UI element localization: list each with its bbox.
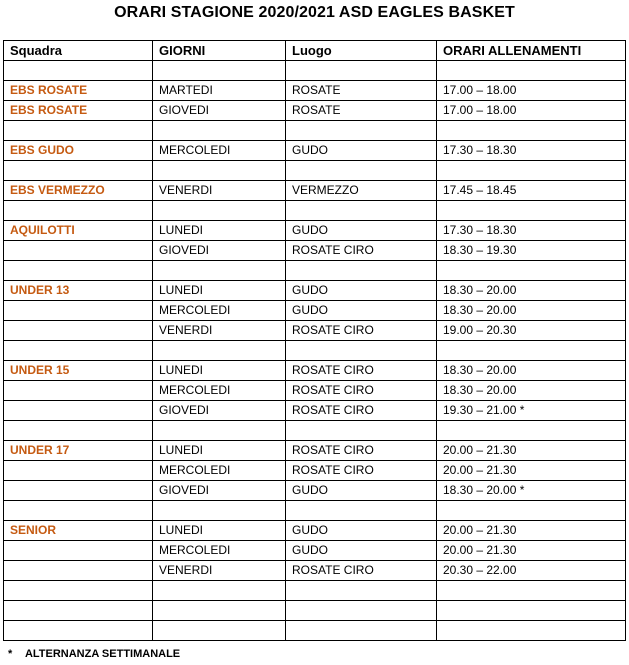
cell-luogo: VERMEZZO <box>286 181 437 201</box>
header-squadra: Squadra <box>4 41 153 61</box>
cell-giorni: MARTEDI <box>153 81 286 101</box>
cell-giorni <box>153 501 286 521</box>
table-row <box>4 621 626 641</box>
cell-orari: 17.30 – 18.30 <box>437 141 626 161</box>
table-row <box>4 141 626 161</box>
cell-giorni: MERCOLEDI <box>153 141 286 161</box>
cell-orari <box>437 581 626 601</box>
cell-squadra <box>4 421 153 441</box>
cell-orari: 20.30 – 22.00 <box>437 561 626 581</box>
cell-luogo <box>286 161 437 181</box>
schedule-table <box>3 40 626 641</box>
cell-luogo: ROSATE <box>286 101 437 121</box>
cell-orari: 18.30 – 20.00 * <box>437 481 626 501</box>
cell-squadra: EBS ROSATE <box>4 101 153 121</box>
cell-giorni <box>153 201 286 221</box>
header-luogo: Luogo <box>286 41 437 61</box>
header-row <box>4 41 626 61</box>
cell-luogo: ROSATE CIRO <box>286 401 437 421</box>
table-row <box>4 341 626 361</box>
cell-squadra <box>4 561 153 581</box>
cell-luogo: GUDO <box>286 221 437 241</box>
cell-luogo <box>286 501 437 521</box>
cell-squadra: EBS VERMEZZO <box>4 181 153 201</box>
cell-luogo: GUDO <box>286 481 437 501</box>
table-row <box>4 281 626 301</box>
table-row <box>4 461 626 481</box>
cell-luogo <box>286 341 437 361</box>
cell-luogo <box>286 581 437 601</box>
cell-giorni: MERCOLEDI <box>153 301 286 321</box>
cell-luogo: ROSATE CIRO <box>286 241 437 261</box>
cell-luogo: ROSATE CIRO <box>286 461 437 481</box>
cell-orari <box>437 601 626 621</box>
header-giorni: GIORNI <box>153 41 286 61</box>
cell-giorni: LUNEDI <box>153 361 286 381</box>
cell-squadra: AQUILOTTI <box>4 221 153 241</box>
cell-luogo <box>286 121 437 141</box>
cell-squadra <box>4 121 153 141</box>
table-row <box>4 161 626 181</box>
table-row <box>4 561 626 581</box>
table-row <box>4 101 626 121</box>
table-row <box>4 541 626 561</box>
cell-giorni: GIOVEDI <box>153 481 286 501</box>
cell-squadra <box>4 341 153 361</box>
cell-giorni: MERCOLEDI <box>153 461 286 481</box>
cell-luogo <box>286 621 437 641</box>
cell-orari: 18.30 – 19.30 <box>437 241 626 261</box>
table-row <box>4 321 626 341</box>
table-row <box>4 121 626 141</box>
cell-orari: 17.00 – 18.00 <box>437 81 626 101</box>
cell-squadra <box>4 161 153 181</box>
cell-squadra <box>4 461 153 481</box>
cell-luogo: ROSATE CIRO <box>286 561 437 581</box>
cell-squadra <box>4 321 153 341</box>
cell-giorni: MERCOLEDI <box>153 381 286 401</box>
cell-orari <box>437 161 626 181</box>
cell-giorni <box>153 601 286 621</box>
cell-luogo <box>286 601 437 621</box>
cell-giorni: LUNEDI <box>153 281 286 301</box>
footnote <box>8 648 180 660</box>
table-row <box>4 201 626 221</box>
cell-luogo: GUDO <box>286 541 437 561</box>
schedule-body <box>4 61 626 641</box>
cell-giorni: VENERDI <box>153 321 286 341</box>
table-row <box>4 221 626 241</box>
cell-squadra <box>4 201 153 221</box>
cell-giorni <box>153 621 286 641</box>
footnote-symbol: * <box>8 648 13 660</box>
table-row <box>4 181 626 201</box>
cell-giorni: GIOVEDI <box>153 241 286 261</box>
cell-orari: 20.00 – 21.30 <box>437 521 626 541</box>
cell-giorni: VENERDI <box>153 561 286 581</box>
footnote-text: ALTERNANZA SETTIMANALE <box>24 648 181 660</box>
cell-giorni <box>153 581 286 601</box>
cell-squadra <box>4 601 153 621</box>
page-title: ORARI STAGIONE 2020/2021 ASD EAGLES BASKET <box>114 4 515 21</box>
cell-giorni <box>153 341 286 361</box>
cell-squadra: EBS ROSATE <box>4 81 153 101</box>
cell-giorni: LUNEDI <box>153 221 286 241</box>
cell-giorni: VENERDI <box>153 181 286 201</box>
table-row <box>4 301 626 321</box>
cell-squadra: UNDER 17 <box>4 441 153 461</box>
cell-squadra: EBS GUDO <box>4 141 153 161</box>
cell-giorni: GIOVEDI <box>153 401 286 421</box>
cell-luogo <box>286 261 437 281</box>
cell-orari: 19.00 – 20.30 <box>437 321 626 341</box>
cell-giorni <box>153 121 286 141</box>
cell-orari: 20.00 – 21.30 <box>437 461 626 481</box>
header-orari: ORARI ALLENAMENTI <box>437 41 626 61</box>
cell-squadra <box>4 541 153 561</box>
table-row <box>4 401 626 421</box>
cell-orari: 19.30 – 21.00 * <box>437 401 626 421</box>
cell-giorni: LUNEDI <box>153 521 286 541</box>
cell-orari <box>437 261 626 281</box>
table-row <box>4 241 626 261</box>
cell-luogo <box>286 421 437 441</box>
cell-orari <box>437 501 626 521</box>
cell-orari <box>437 201 626 221</box>
cell-orari: 20.00 – 21.30 <box>437 441 626 461</box>
table-row <box>4 501 626 521</box>
cell-giorni: GIOVEDI <box>153 101 286 121</box>
cell-orari: 17.30 – 18.30 <box>437 221 626 241</box>
table-row <box>4 381 626 401</box>
cell-luogo: ROSATE CIRO <box>286 441 437 461</box>
cell-orari <box>437 621 626 641</box>
table-row <box>4 601 626 621</box>
cell-orari <box>437 61 626 81</box>
cell-squadra <box>4 481 153 501</box>
cell-squadra <box>4 61 153 81</box>
cell-orari: 18.30 – 20.00 <box>437 381 626 401</box>
cell-squadra <box>4 401 153 421</box>
cell-giorni: MERCOLEDI <box>153 541 286 561</box>
cell-squadra <box>4 381 153 401</box>
cell-luogo: ROSATE CIRO <box>286 321 437 341</box>
table-row <box>4 361 626 381</box>
table-row <box>4 441 626 461</box>
table-row <box>4 81 626 101</box>
cell-giorni <box>153 161 286 181</box>
cell-luogo: GUDO <box>286 301 437 321</box>
cell-luogo: ROSATE CIRO <box>286 361 437 381</box>
cell-orari <box>437 121 626 141</box>
cell-squadra <box>4 621 153 641</box>
cell-orari: 18.30 – 20.00 <box>437 301 626 321</box>
table-row <box>4 421 626 441</box>
table-row <box>4 261 626 281</box>
cell-luogo <box>286 201 437 221</box>
cell-squadra <box>4 241 153 261</box>
cell-luogo <box>286 61 437 81</box>
cell-luogo: ROSATE <box>286 81 437 101</box>
cell-squadra <box>4 261 153 281</box>
cell-squadra: UNDER 13 <box>4 281 153 301</box>
cell-squadra: UNDER 15 <box>4 361 153 381</box>
cell-squadra: SENIOR <box>4 521 153 541</box>
cell-squadra <box>4 501 153 521</box>
cell-orari: 18.30 – 20.00 <box>437 361 626 381</box>
cell-orari: 20.00 – 21.30 <box>437 541 626 561</box>
cell-giorni <box>153 61 286 81</box>
cell-luogo: GUDO <box>286 141 437 161</box>
cell-orari: 18.30 – 20.00 <box>437 281 626 301</box>
cell-giorni <box>153 261 286 281</box>
cell-luogo: GUDO <box>286 521 437 541</box>
table-row <box>4 521 626 541</box>
cell-orari: 17.45 – 18.45 <box>437 181 626 201</box>
cell-giorni: LUNEDI <box>153 441 286 461</box>
cell-orari <box>437 421 626 441</box>
table-row <box>4 581 626 601</box>
cell-orari <box>437 341 626 361</box>
table-row <box>4 61 626 81</box>
table-row <box>4 481 626 501</box>
cell-squadra <box>4 301 153 321</box>
cell-squadra <box>4 581 153 601</box>
cell-luogo: ROSATE CIRO <box>286 381 437 401</box>
cell-orari: 17.00 – 18.00 <box>437 101 626 121</box>
cell-giorni <box>153 421 286 441</box>
cell-luogo: GUDO <box>286 281 437 301</box>
